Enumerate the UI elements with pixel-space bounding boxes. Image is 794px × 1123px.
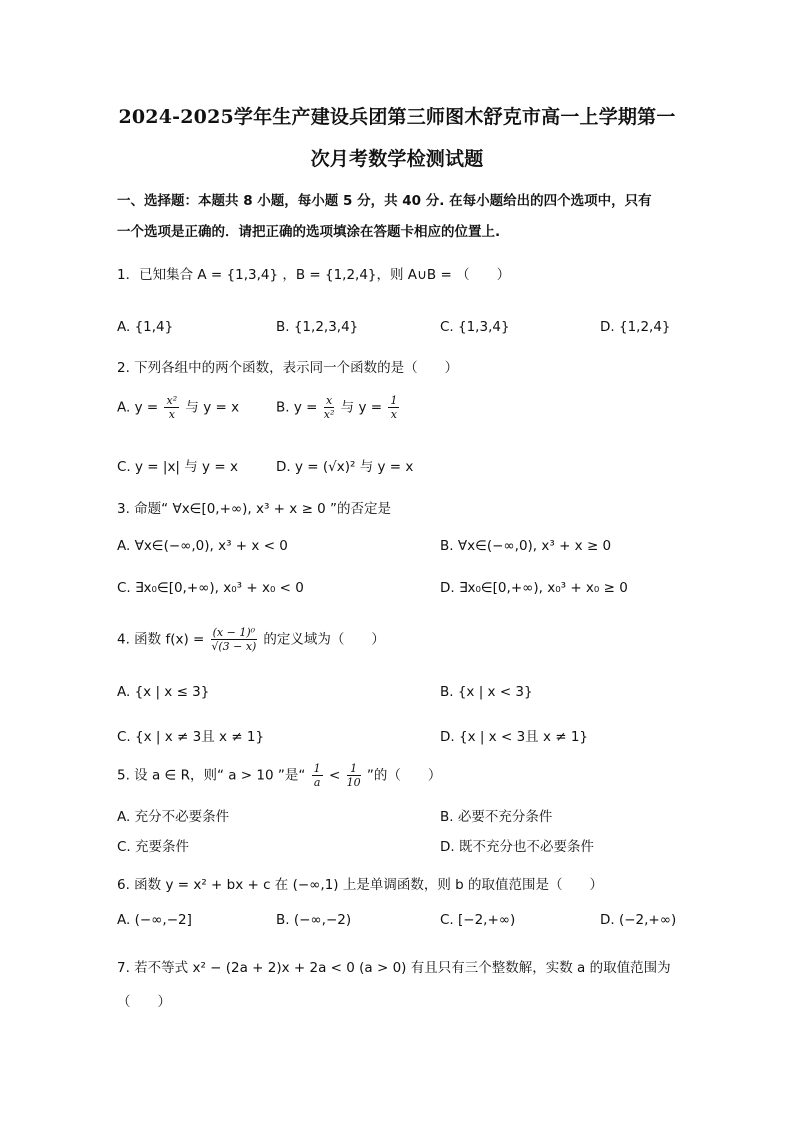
numerator: x bbox=[324, 394, 335, 408]
numerator: (x − 1)⁰ bbox=[212, 626, 256, 639]
question-4-option-c: C. {x | x ≠ 3且 x ≠ 1} bbox=[117, 729, 265, 745]
denominator: x bbox=[390, 408, 397, 421]
numerator: 1 bbox=[390, 394, 398, 407]
stem-prefix: 4. 函数 f(x) = bbox=[117, 631, 205, 648]
question-3-option-b: B. ∀x∈(−∞,0), x³ + x ≥ 0 bbox=[440, 538, 612, 554]
question-6-option-d: D. (−2,+∞) bbox=[600, 912, 677, 928]
fraction bbox=[211, 626, 257, 653]
numerator: x² bbox=[166, 394, 178, 407]
question-5-option-c: C. 充要条件 bbox=[117, 839, 190, 855]
question-6-option-a: A. (−∞,−2] bbox=[117, 912, 192, 928]
question-6-option-c: C. [−2,+∞) bbox=[440, 912, 516, 928]
question-5-option-b: B. 必要不充分条件 bbox=[440, 809, 553, 825]
question-2-option-b bbox=[276, 394, 401, 421]
denominator: x bbox=[168, 408, 175, 421]
option-b-prefix: B. y = bbox=[276, 399, 318, 416]
question-2-option-c: C. y = |x| 与 y = x bbox=[117, 459, 238, 475]
question-3-stem: 3. 命题“ ∀x∈[0,+∞), x³ + x ≥ 0 ”的否定是 bbox=[117, 501, 392, 517]
stem-suffix: 的定义域为（ ） bbox=[263, 631, 385, 648]
question-4-option-a: A. {x | x ≤ 3} bbox=[117, 684, 210, 700]
question-5-option-a: A. 充分不必要条件 bbox=[117, 809, 230, 825]
question-2-option-d: D. y = (√x)² 与 y = x bbox=[276, 459, 414, 475]
document-title-line-2: 次月考数学检测试题 bbox=[310, 148, 484, 170]
question-4-stem bbox=[117, 626, 385, 653]
document-title-line-1: 2024-2025学年生产建设兵团第三师图木舒克市高一上学期第一 bbox=[118, 106, 676, 128]
fraction bbox=[164, 394, 179, 421]
question-5-option-d: D. 既不充分也不必要条件 bbox=[440, 839, 594, 855]
numerator: 1 bbox=[313, 762, 321, 775]
question-2-stem: 2. 下列各组中的两个函数，表示同一个函数的是（ ） bbox=[117, 360, 459, 376]
option-b-mid: 与 y = bbox=[340, 399, 383, 416]
question-1-option-a: A. {1,4} bbox=[117, 319, 174, 335]
question-1-stem: 1．已知集合 A = {1,3,4} ，B = {1,2,4}，则 A∪B = （ ） bbox=[117, 267, 511, 283]
question-7-stem-line-1: 7. 若不等式 x² − (2a + 2)x + 2a < 0 (a > 0) 有且只有三个整数解，实数 a 的取值范围为 bbox=[117, 960, 671, 976]
section-heading-line-1: 一、选择题：本题共 8 小题，每小题 5 分，共 40 分. 在每小题给出的四个选项中，只有 bbox=[117, 193, 652, 209]
denominator: √(3 − x) bbox=[211, 640, 257, 653]
option-a-suffix: 与 y = x bbox=[185, 399, 240, 416]
question-3-option-a: A. ∀x∈(−∞,0), x³ + x < 0 bbox=[117, 538, 288, 554]
denominator: a bbox=[313, 776, 321, 789]
question-4-option-b: B. {x | x < 3} bbox=[440, 684, 533, 700]
denominator: x² bbox=[323, 408, 335, 421]
question-1-option-d: D. {1,2,4} bbox=[600, 319, 671, 335]
numerator: 1 bbox=[347, 762, 361, 776]
question-7-stem-line-2: （ ） bbox=[117, 994, 171, 1010]
section-heading-line-2: 一个选项是正确的．请把正确的选项填涂在答题卡相应的位置上. bbox=[117, 224, 501, 240]
question-1-option-b: B. {1,2,3,4} bbox=[276, 319, 359, 335]
question-6-option-b: B. (−∞,−2) bbox=[276, 912, 352, 928]
fraction bbox=[388, 394, 399, 421]
question-6-stem: 6. 函数 y = x² + bx + c 在 (−∞,1) 上是单调函数，则 b 的取值范围是（ ） bbox=[117, 877, 604, 893]
fraction bbox=[347, 762, 361, 789]
stem-suffix: ”的（ ） bbox=[366, 767, 442, 784]
question-4-option-d: D. {x | x < 3且 x ≠ 1} bbox=[440, 729, 589, 745]
fraction bbox=[324, 394, 335, 421]
fraction bbox=[312, 762, 323, 789]
less-than-sign: < bbox=[328, 767, 341, 784]
question-5-stem bbox=[117, 762, 441, 789]
question-1-option-c: C. {1,3,4} bbox=[440, 319, 510, 335]
stem-prefix: 5. 设 a ∈ R，则“ a > 10 ”是“ bbox=[117, 767, 306, 784]
question-3-option-d: D. ∃x₀∈[0,+∞), x₀³ + x₀ ≥ 0 bbox=[440, 580, 628, 596]
option-a-prefix: A. y = bbox=[117, 399, 159, 416]
question-2-option-a bbox=[117, 394, 239, 421]
question-3-option-c: C. ∃x₀∈[0,+∞), x₀³ + x₀ < 0 bbox=[117, 580, 304, 596]
denominator: 10 bbox=[346, 776, 361, 789]
